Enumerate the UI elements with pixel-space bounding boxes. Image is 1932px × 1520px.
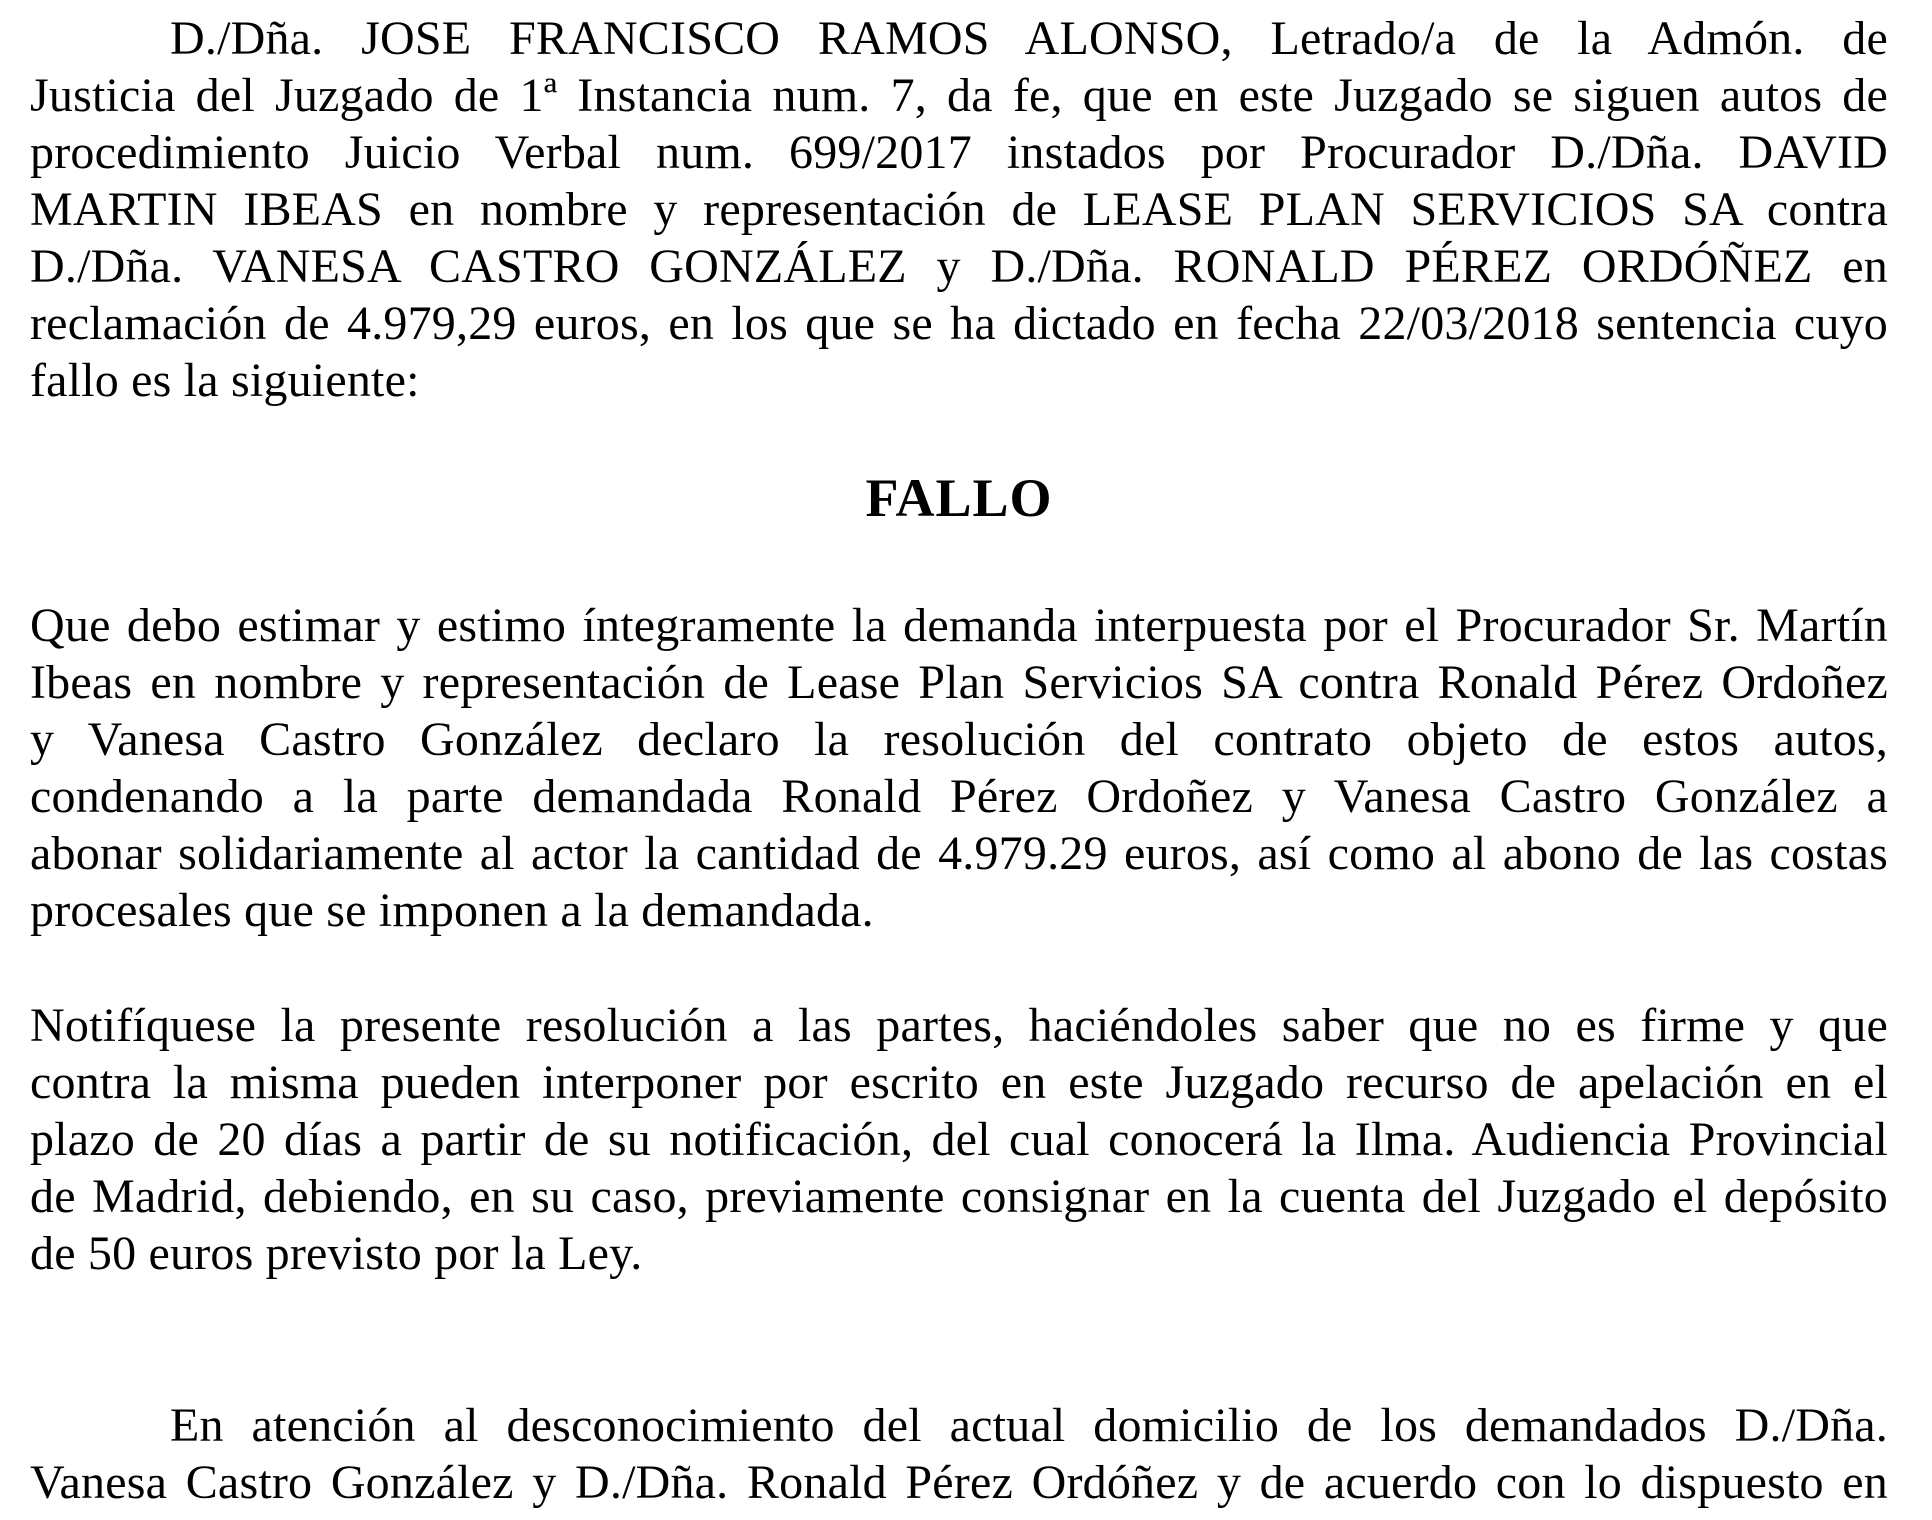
text-line: procesales que se imponen a la demandada. — [30, 884, 874, 937]
paragraph-notification — [30, 997, 1888, 1282]
text-line: Ibeas en nombre y representación de Lease Plan Servicios SA contra Ronald Pérez Ordoñez — [30, 656, 1888, 709]
text-line: contra la misma pueden interponer por escrito en este Juzgado recurso de apelación en el — [30, 1056, 1888, 1109]
paragraph-intro — [30, 10, 1888, 409]
text-line: Justicia del Juzgado de 1ª Instancia num. 7, da fe, que en este Juzgado se siguen autos de — [30, 69, 1888, 122]
text-line: Que debo estimar y estimo íntegramente la demanda interpuesta por el Procurador Sr. Martín — [30, 599, 1888, 652]
text-line: de Madrid, debiendo, en su caso, previamente consignar en la cuenta del Juzgado el depósito — [30, 1170, 1888, 1223]
text-line: abonar solidariamente al actor la cantidad de 4.979.29 euros, así como al abono de las costas — [30, 827, 1888, 880]
fallo-heading: FALLO — [865, 468, 1053, 528]
text-line: procedimiento Juicio Verbal num. 699/2017 instados por Procurador D./Dña. DAVID — [30, 126, 1888, 179]
text-line: plazo de 20 días a partir de su notificación, del cual conocerá la Ilma. Audiencia Provincial — [30, 1113, 1888, 1166]
paragraph-edict — [30, 1397, 1888, 1511]
paragraph-fallo-body — [30, 597, 1888, 939]
text-line: y Vanesa Castro González declaro la resolución del contrato objeto de estos autos, — [30, 713, 1888, 766]
text-line: Vanesa Castro González y D./Dña. Ronald Pérez Ordóñez y de acuerdo con lo dispuesto en — [30, 1456, 1888, 1509]
text-line: reclamación de 4.979,29 euros, en los que se ha dictado en fecha 22/03/2018 sentencia cuyo — [30, 297, 1888, 350]
text-line: MARTIN IBEAS en nombre y representación de LEASE PLAN SERVICIOS SA contra — [30, 183, 1888, 236]
text-line: de 50 euros previsto por la Ley. — [30, 1227, 643, 1280]
text-line: D./Dña. JOSE FRANCISCO RAMOS ALONSO, Letrado/a de la Admón. de — [170, 12, 1888, 65]
text-line: D./Dña. VANESA CASTRO GONZÁLEZ y D./Dña. RONALD PÉREZ ORDÓÑEZ en — [30, 240, 1888, 293]
text-line: fallo es la siguiente: — [30, 354, 420, 407]
text-line: Notifíquese la presente resolución a las partes, haciéndoles saber que no es firme y que — [30, 999, 1888, 1052]
text-line: En atención al desconocimiento del actual domicilio de los demandados D./Dña. — [170, 1399, 1888, 1452]
text-line: condenando a la parte demandada Ronald Pérez Ordoñez y Vanesa Castro González a — [30, 770, 1888, 823]
